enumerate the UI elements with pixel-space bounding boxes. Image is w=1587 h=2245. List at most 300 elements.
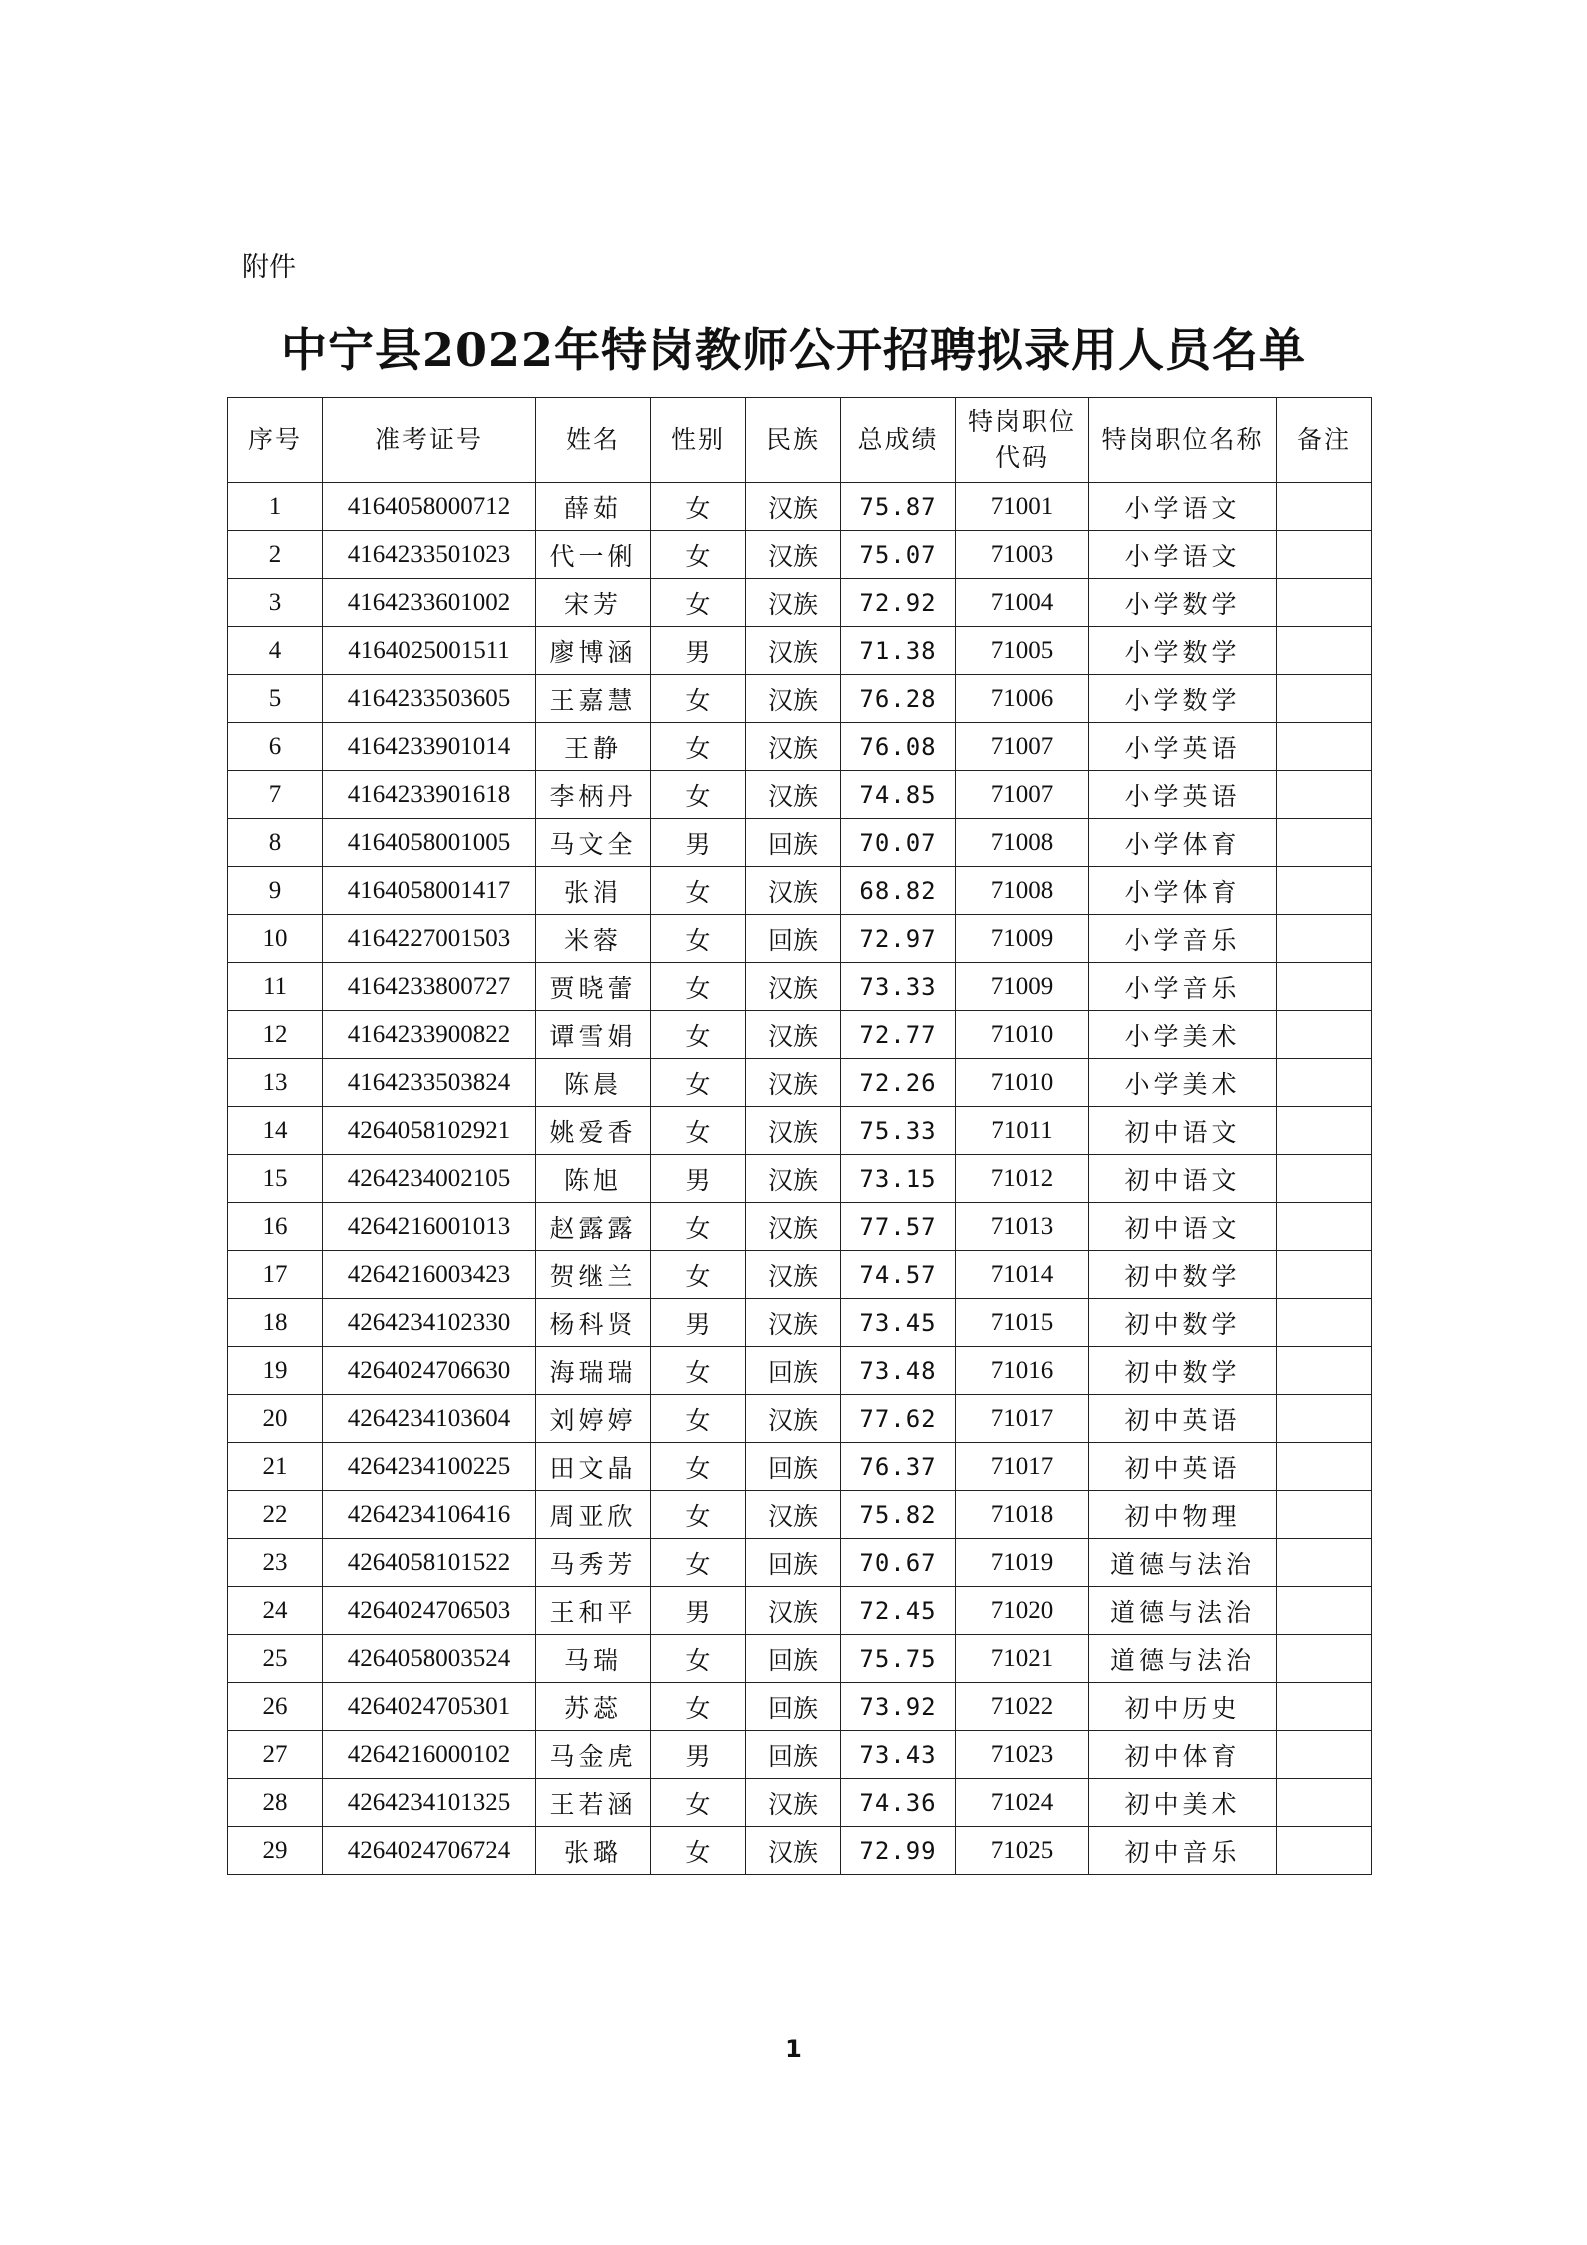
- position-code-cell: 71005: [956, 627, 1089, 675]
- position-code-cell: 71001: [956, 483, 1089, 531]
- page-number: 1: [785, 2035, 802, 2063]
- ethnicity-cell: 汉族: [746, 1827, 841, 1875]
- position-code-cell: 71008: [956, 819, 1089, 867]
- position-name-cell: 初中语文: [1089, 1203, 1277, 1251]
- table-row: [228, 867, 1372, 915]
- name-cell: 周亚欣: [536, 1491, 651, 1539]
- exam-id-cell: 4264216001013: [323, 1203, 536, 1251]
- remarks-cell: [1277, 1155, 1372, 1203]
- serial-cell: 21: [228, 1443, 323, 1491]
- serial-cell: 23: [228, 1539, 323, 1587]
- document-title: 中宁县2022年特岗教师公开招聘拟录用人员名单: [280, 323, 1307, 377]
- position-name-cell: 初中语文: [1089, 1107, 1277, 1155]
- ethnicity-cell: 回族: [746, 819, 841, 867]
- position-code-cell: 71007: [956, 771, 1089, 819]
- position-name-cell: 初中数学: [1089, 1251, 1277, 1299]
- serial-cell: 2: [228, 531, 323, 579]
- table-row: [228, 1683, 1372, 1731]
- serial-cell: 22: [228, 1491, 323, 1539]
- score-cell: 73.33: [841, 963, 956, 1011]
- table-row: [228, 579, 1372, 627]
- position-code-cell: 71023: [956, 1731, 1089, 1779]
- table-row: [228, 915, 1372, 963]
- score-cell: 72.97: [841, 915, 956, 963]
- score-cell: 75.75: [841, 1635, 956, 1683]
- gender-cell: 女: [651, 723, 746, 771]
- position-code-cell: 71010: [956, 1059, 1089, 1107]
- position-name-cell: 道德与法治: [1089, 1635, 1277, 1683]
- serial-cell: 5: [228, 675, 323, 723]
- ethnicity-cell: 回族: [746, 1731, 841, 1779]
- remarks-cell: [1277, 627, 1372, 675]
- score-cell: 76.28: [841, 675, 956, 723]
- position-name-cell: 初中物理: [1089, 1491, 1277, 1539]
- position-name-cell: 初中体育: [1089, 1731, 1277, 1779]
- ethnicity-cell: 回族: [746, 1443, 841, 1491]
- ethnicity-cell: 汉族: [746, 531, 841, 579]
- gender-cell: 男: [651, 1587, 746, 1635]
- exam-id-cell: 4264234106416: [323, 1491, 536, 1539]
- gender-cell: 女: [651, 1539, 746, 1587]
- header-position-code: 特岗职位代码: [956, 398, 1089, 483]
- remarks-cell: [1277, 1587, 1372, 1635]
- exam-id-cell: 4164233901014: [323, 723, 536, 771]
- name-cell: 张涓: [536, 867, 651, 915]
- table-row: [228, 1779, 1372, 1827]
- serial-cell: 12: [228, 1011, 323, 1059]
- score-cell: 75.07: [841, 531, 956, 579]
- score-cell: 73.45: [841, 1299, 956, 1347]
- ethnicity-cell: 回族: [746, 1347, 841, 1395]
- remarks-cell: [1277, 1011, 1372, 1059]
- serial-cell: 26: [228, 1683, 323, 1731]
- exam-id-cell: 4164058001417: [323, 867, 536, 915]
- header-exam-id: 准考证号: [323, 398, 536, 483]
- name-cell: 马文全: [536, 819, 651, 867]
- remarks-cell: [1277, 1347, 1372, 1395]
- remarks-cell: [1277, 723, 1372, 771]
- exam-id-cell: 4264234101325: [323, 1779, 536, 1827]
- name-cell: 代一俐: [536, 531, 651, 579]
- position-code-cell: 71014: [956, 1251, 1089, 1299]
- position-code-cell: 71011: [956, 1107, 1089, 1155]
- table-row: [228, 1347, 1372, 1395]
- exam-id-cell: 4264058003524: [323, 1635, 536, 1683]
- remarks-cell: [1277, 1443, 1372, 1491]
- gender-cell: 女: [651, 867, 746, 915]
- exam-id-cell: 4164233503605: [323, 675, 536, 723]
- serial-cell: 11: [228, 963, 323, 1011]
- name-cell: 王静: [536, 723, 651, 771]
- exam-id-cell: 4264024706630: [323, 1347, 536, 1395]
- score-cell: 76.08: [841, 723, 956, 771]
- name-cell: 海瑞瑞: [536, 1347, 651, 1395]
- serial-cell: 24: [228, 1587, 323, 1635]
- name-cell: 杨科贤: [536, 1299, 651, 1347]
- serial-cell: 9: [228, 867, 323, 915]
- position-name-cell: 小学体育: [1089, 819, 1277, 867]
- exam-id-cell: 4264234002105: [323, 1155, 536, 1203]
- gender-cell: 女: [651, 1635, 746, 1683]
- position-code-cell: 71021: [956, 1635, 1089, 1683]
- position-name-cell: 初中数学: [1089, 1347, 1277, 1395]
- table-row: [228, 1587, 1372, 1635]
- position-code-cell: 71018: [956, 1491, 1089, 1539]
- name-cell: 谭雪娟: [536, 1011, 651, 1059]
- ethnicity-cell: 回族: [746, 1683, 841, 1731]
- serial-cell: 4: [228, 627, 323, 675]
- table-row: [228, 1299, 1372, 1347]
- serial-cell: 15: [228, 1155, 323, 1203]
- name-cell: 张璐: [536, 1827, 651, 1875]
- score-cell: 72.45: [841, 1587, 956, 1635]
- remarks-cell: [1277, 963, 1372, 1011]
- position-code-cell: 71020: [956, 1587, 1089, 1635]
- gender-cell: 女: [651, 675, 746, 723]
- ethnicity-cell: 汉族: [746, 1587, 841, 1635]
- score-cell: 73.48: [841, 1347, 956, 1395]
- remarks-cell: [1277, 1827, 1372, 1875]
- table-row: [228, 627, 1372, 675]
- position-code-cell: 71025: [956, 1827, 1089, 1875]
- gender-cell: 女: [651, 1251, 746, 1299]
- gender-cell: 女: [651, 915, 746, 963]
- ethnicity-cell: 汉族: [746, 867, 841, 915]
- ethnicity-cell: 汉族: [746, 1395, 841, 1443]
- position-name-cell: 初中英语: [1089, 1395, 1277, 1443]
- name-cell: 王和平: [536, 1587, 651, 1635]
- position-code-cell: 71022: [956, 1683, 1089, 1731]
- serial-cell: 17: [228, 1251, 323, 1299]
- position-name-cell: 初中历史: [1089, 1683, 1277, 1731]
- table-row: [228, 531, 1372, 579]
- table-row: [228, 1539, 1372, 1587]
- score-cell: 72.99: [841, 1827, 956, 1875]
- position-name-cell: 小学数学: [1089, 579, 1277, 627]
- score-cell: 73.43: [841, 1731, 956, 1779]
- position-name-cell: 小学语文: [1089, 483, 1277, 531]
- gender-cell: 女: [651, 1443, 746, 1491]
- gender-cell: 女: [651, 1203, 746, 1251]
- exam-id-cell: 4264024705301: [323, 1683, 536, 1731]
- ethnicity-cell: 汉族: [746, 675, 841, 723]
- position-name-cell: 小学语文: [1089, 531, 1277, 579]
- gender-cell: 男: [651, 1731, 746, 1779]
- ethnicity-cell: 汉族: [746, 1059, 841, 1107]
- table-row: [228, 1251, 1372, 1299]
- remarks-cell: [1277, 1203, 1372, 1251]
- score-cell: 68.82: [841, 867, 956, 915]
- ethnicity-cell: 汉族: [746, 723, 841, 771]
- name-cell: 赵露露: [536, 1203, 651, 1251]
- gender-cell: 女: [651, 1683, 746, 1731]
- remarks-cell: [1277, 483, 1372, 531]
- name-cell: 李柄丹: [536, 771, 651, 819]
- score-cell: 77.62: [841, 1395, 956, 1443]
- remarks-cell: [1277, 1779, 1372, 1827]
- score-cell: 73.15: [841, 1155, 956, 1203]
- header-total-score: 总成绩: [841, 398, 956, 483]
- score-cell: 72.26: [841, 1059, 956, 1107]
- gender-cell: 女: [651, 1395, 746, 1443]
- gender-cell: 女: [651, 963, 746, 1011]
- score-cell: 75.82: [841, 1491, 956, 1539]
- exam-id-cell: 4264024706503: [323, 1587, 536, 1635]
- position-name-cell: 小学美术: [1089, 1011, 1277, 1059]
- remarks-cell: [1277, 675, 1372, 723]
- serial-cell: 13: [228, 1059, 323, 1107]
- exam-id-cell: 4264216000102: [323, 1731, 536, 1779]
- name-cell: 王嘉慧: [536, 675, 651, 723]
- name-cell: 苏蕊: [536, 1683, 651, 1731]
- score-cell: 70.07: [841, 819, 956, 867]
- table-row: [228, 1491, 1372, 1539]
- ethnicity-cell: 汉族: [746, 1203, 841, 1251]
- position-code-cell: 71013: [956, 1203, 1089, 1251]
- score-cell: 75.33: [841, 1107, 956, 1155]
- ethnicity-cell: 汉族: [746, 579, 841, 627]
- remarks-cell: [1277, 771, 1372, 819]
- ethnicity-cell: 汉族: [746, 1155, 841, 1203]
- exam-id-cell: 4264234102330: [323, 1299, 536, 1347]
- remarks-cell: [1277, 1251, 1372, 1299]
- position-name-cell: 小学数学: [1089, 675, 1277, 723]
- exam-id-cell: 4164233800727: [323, 963, 536, 1011]
- table-row: [228, 1155, 1372, 1203]
- exam-id-cell: 4164058000712: [323, 483, 536, 531]
- gender-cell: 女: [651, 531, 746, 579]
- position-code-cell: 71015: [956, 1299, 1089, 1347]
- score-cell: 74.57: [841, 1251, 956, 1299]
- table-row: [228, 771, 1372, 819]
- gender-cell: 女: [651, 771, 746, 819]
- ethnicity-cell: 汉族: [746, 1107, 841, 1155]
- exam-id-cell: 4264234103604: [323, 1395, 536, 1443]
- serial-cell: 3: [228, 579, 323, 627]
- position-code-cell: 71004: [956, 579, 1089, 627]
- table-row: [228, 1827, 1372, 1875]
- position-name-cell: 小学音乐: [1089, 915, 1277, 963]
- attachment-label: 附件: [242, 252, 296, 283]
- name-cell: 陈晨: [536, 1059, 651, 1107]
- score-cell: 72.77: [841, 1011, 956, 1059]
- position-name-cell: 小学体育: [1089, 867, 1277, 915]
- name-cell: 贾晓蕾: [536, 963, 651, 1011]
- position-code-cell: 71024: [956, 1779, 1089, 1827]
- remarks-cell: [1277, 531, 1372, 579]
- position-name-cell: 小学英语: [1089, 771, 1277, 819]
- table-row: [228, 483, 1372, 531]
- table-row: [228, 675, 1372, 723]
- ethnicity-cell: 汉族: [746, 1011, 841, 1059]
- serial-cell: 25: [228, 1635, 323, 1683]
- serial-cell: 29: [228, 1827, 323, 1875]
- score-cell: 72.92: [841, 579, 956, 627]
- ethnicity-cell: 汉族: [746, 1299, 841, 1347]
- name-cell: 姚爱香: [536, 1107, 651, 1155]
- score-cell: 75.87: [841, 483, 956, 531]
- position-name-cell: 小学音乐: [1089, 963, 1277, 1011]
- remarks-cell: [1277, 1683, 1372, 1731]
- serial-cell: 1: [228, 483, 323, 531]
- table-body: [228, 483, 1372, 1875]
- header-ethnicity: 民族: [746, 398, 841, 483]
- position-code-cell: 71017: [956, 1443, 1089, 1491]
- ethnicity-cell: 汉族: [746, 627, 841, 675]
- table-row: [228, 1635, 1372, 1683]
- ethnicity-cell: 汉族: [746, 483, 841, 531]
- header-position-name: 特岗职位名称: [1089, 398, 1277, 483]
- name-cell: 马秀芳: [536, 1539, 651, 1587]
- serial-cell: 6: [228, 723, 323, 771]
- table-row: [228, 1443, 1372, 1491]
- table-row: [228, 963, 1372, 1011]
- exam-id-cell: 4264234100225: [323, 1443, 536, 1491]
- serial-cell: 20: [228, 1395, 323, 1443]
- table-row: [228, 1011, 1372, 1059]
- exam-id-cell: 4264058102921: [323, 1107, 536, 1155]
- exam-id-cell: 4164233503824: [323, 1059, 536, 1107]
- serial-cell: 18: [228, 1299, 323, 1347]
- table-row: [228, 723, 1372, 771]
- gender-cell: 女: [651, 1059, 746, 1107]
- table-header-row: [228, 398, 1372, 483]
- ethnicity-cell: 汉族: [746, 1491, 841, 1539]
- serial-cell: 27: [228, 1731, 323, 1779]
- position-name-cell: 道德与法治: [1089, 1539, 1277, 1587]
- name-cell: 薛茹: [536, 483, 651, 531]
- gender-cell: 男: [651, 1299, 746, 1347]
- remarks-cell: [1277, 1299, 1372, 1347]
- exam-id-cell: 4164227001503: [323, 915, 536, 963]
- exam-id-cell: 4164233900822: [323, 1011, 536, 1059]
- exam-id-cell: 4264024706724: [323, 1827, 536, 1875]
- remarks-cell: [1277, 867, 1372, 915]
- header-serial: 序号: [228, 398, 323, 483]
- name-cell: 米蓉: [536, 915, 651, 963]
- remarks-cell: [1277, 1635, 1372, 1683]
- position-code-cell: 71007: [956, 723, 1089, 771]
- exam-id-cell: 4164233501023: [323, 531, 536, 579]
- position-name-cell: 小学美术: [1089, 1059, 1277, 1107]
- serial-cell: 16: [228, 1203, 323, 1251]
- serial-cell: 28: [228, 1779, 323, 1827]
- gender-cell: 女: [651, 1779, 746, 1827]
- name-cell: 陈旭: [536, 1155, 651, 1203]
- position-code-cell: 71008: [956, 867, 1089, 915]
- serial-cell: 7: [228, 771, 323, 819]
- remarks-cell: [1277, 915, 1372, 963]
- remarks-cell: [1277, 579, 1372, 627]
- name-cell: 马金虎: [536, 1731, 651, 1779]
- name-cell: 田文晶: [536, 1443, 651, 1491]
- table-row: [228, 1395, 1372, 1443]
- gender-cell: 男: [651, 1155, 746, 1203]
- serial-cell: 14: [228, 1107, 323, 1155]
- exam-id-cell: 4164233601002: [323, 579, 536, 627]
- score-cell: 71.38: [841, 627, 956, 675]
- remarks-cell: [1277, 1539, 1372, 1587]
- gender-cell: 女: [651, 1347, 746, 1395]
- score-cell: 74.36: [841, 1779, 956, 1827]
- gender-cell: 女: [651, 1011, 746, 1059]
- position-code-cell: 71016: [956, 1347, 1089, 1395]
- position-name-cell: 初中音乐: [1089, 1827, 1277, 1875]
- remarks-cell: [1277, 1059, 1372, 1107]
- ethnicity-cell: 汉族: [746, 1251, 841, 1299]
- position-code-cell: 71009: [956, 915, 1089, 963]
- ethnicity-cell: 回族: [746, 1539, 841, 1587]
- table-row: [228, 1731, 1372, 1779]
- exam-id-cell: 4264216003423: [323, 1251, 536, 1299]
- gender-cell: 女: [651, 1107, 746, 1155]
- gender-cell: 女: [651, 1491, 746, 1539]
- serial-cell: 19: [228, 1347, 323, 1395]
- name-cell: 马瑞: [536, 1635, 651, 1683]
- header-name: 姓名: [536, 398, 651, 483]
- serial-cell: 8: [228, 819, 323, 867]
- ethnicity-cell: 汉族: [746, 1779, 841, 1827]
- table-row: [228, 1107, 1372, 1155]
- header-gender: 性别: [651, 398, 746, 483]
- score-cell: 77.57: [841, 1203, 956, 1251]
- table-row: [228, 1203, 1372, 1251]
- position-name-cell: 道德与法治: [1089, 1587, 1277, 1635]
- ethnicity-cell: 回族: [746, 1635, 841, 1683]
- header-remarks: 备注: [1277, 398, 1372, 483]
- position-code-cell: 71017: [956, 1395, 1089, 1443]
- position-name-cell: 初中语文: [1089, 1155, 1277, 1203]
- gender-cell: 女: [651, 579, 746, 627]
- position-code-cell: 71010: [956, 1011, 1089, 1059]
- name-cell: 廖博涵: [536, 627, 651, 675]
- ethnicity-cell: 汉族: [746, 771, 841, 819]
- position-name-cell: 小学英语: [1089, 723, 1277, 771]
- gender-cell: 女: [651, 1827, 746, 1875]
- score-cell: 70.67: [841, 1539, 956, 1587]
- exam-id-cell: 4264058101522: [323, 1539, 536, 1587]
- position-code-cell: 71003: [956, 531, 1089, 579]
- position-name-cell: 初中美术: [1089, 1779, 1277, 1827]
- position-code-cell: 71012: [956, 1155, 1089, 1203]
- score-cell: 73.92: [841, 1683, 956, 1731]
- serial-cell: 10: [228, 915, 323, 963]
- gender-cell: 男: [651, 627, 746, 675]
- gender-cell: 女: [651, 483, 746, 531]
- exam-id-cell: 4164058001005: [323, 819, 536, 867]
- remarks-cell: [1277, 819, 1372, 867]
- table-row: [228, 819, 1372, 867]
- name-cell: 刘婷婷: [536, 1395, 651, 1443]
- exam-id-cell: 4164233901618: [323, 771, 536, 819]
- ethnicity-cell: 回族: [746, 915, 841, 963]
- remarks-cell: [1277, 1491, 1372, 1539]
- name-cell: 王若涵: [536, 1779, 651, 1827]
- ethnicity-cell: 汉族: [746, 963, 841, 1011]
- score-cell: 76.37: [841, 1443, 956, 1491]
- name-cell: 贺继兰: [536, 1251, 651, 1299]
- position-code-cell: 71009: [956, 963, 1089, 1011]
- position-code-cell: 71019: [956, 1539, 1089, 1587]
- position-name-cell: 小学数学: [1089, 627, 1277, 675]
- remarks-cell: [1277, 1107, 1372, 1155]
- hire-list-table: [227, 397, 1372, 1875]
- name-cell: 宋芳: [536, 579, 651, 627]
- score-cell: 74.85: [841, 771, 956, 819]
- position-name-cell: 初中数学: [1089, 1299, 1277, 1347]
- table-row: [228, 1059, 1372, 1107]
- position-code-cell: 71006: [956, 675, 1089, 723]
